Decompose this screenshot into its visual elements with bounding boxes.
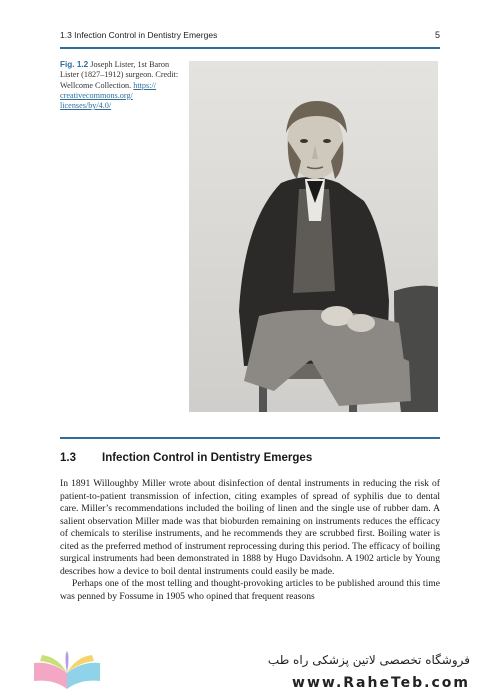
portrait-image [189,61,438,412]
license-link[interactable]: https:// creativecommons.org/ licenses/by/4.0/ [60,80,156,111]
section-heading [60,452,312,464]
portrait-photo [189,61,438,412]
section-number: 1.3 [60,452,76,464]
body-text [60,478,440,603]
running-header-section: 1.3 Infection Control in Dentistry Emerges [60,30,218,40]
running-header [60,30,440,46]
section-title: Infection Control in Dentistry Emerges [102,452,313,464]
paragraph-1: In 1891 Willoughby Miller wrote about disinfection of dental instruments in reducing the risk of patient-to-patient transmission of infection, citing examples of spread of syphilis due to dental care. Miller’s recommendations included the boiling of linen and the single use of rubber dam. A salient observation Miller made was that bioburden remaining on instruments reduces the efficacy of chemicals to sterilise instruments, and he recommends they are scrubbed first. Boiling water is cited as the preferred method of instrument reprocessing during this period. The efficacy of boiling surgical instruments had been demonstrated in 1888 by Hugo Davidsohn. A 1902 article by Young describes how a device to boil dental instruments could easily be made. [60,478,440,577]
figure-caption [60,60,180,111]
footer-banner [0,641,500,700]
section-rule [60,437,440,439]
store-url[interactable]: www.RaheTeb.com [292,675,470,691]
figure-label: Fig. 1.2 [60,60,89,69]
store-name-persian: فروشگاه تخصصی لاتین پزشکی راه طب [267,653,470,667]
page-number: 5 [434,30,440,40]
figure-caption-text: Joseph Lister, 1st Baron Lister (1827–1912) surgeon. Credit: Wellcome Collection. [60,60,179,90]
header-rule [60,47,440,49]
paragraph-2: Perhaps one of the most telling and thought-provoking articles to be published around this time was penned by Fossume in 1905 who opined that frequent reasons [60,578,440,602]
open-book-logo-icon [28,649,106,697]
